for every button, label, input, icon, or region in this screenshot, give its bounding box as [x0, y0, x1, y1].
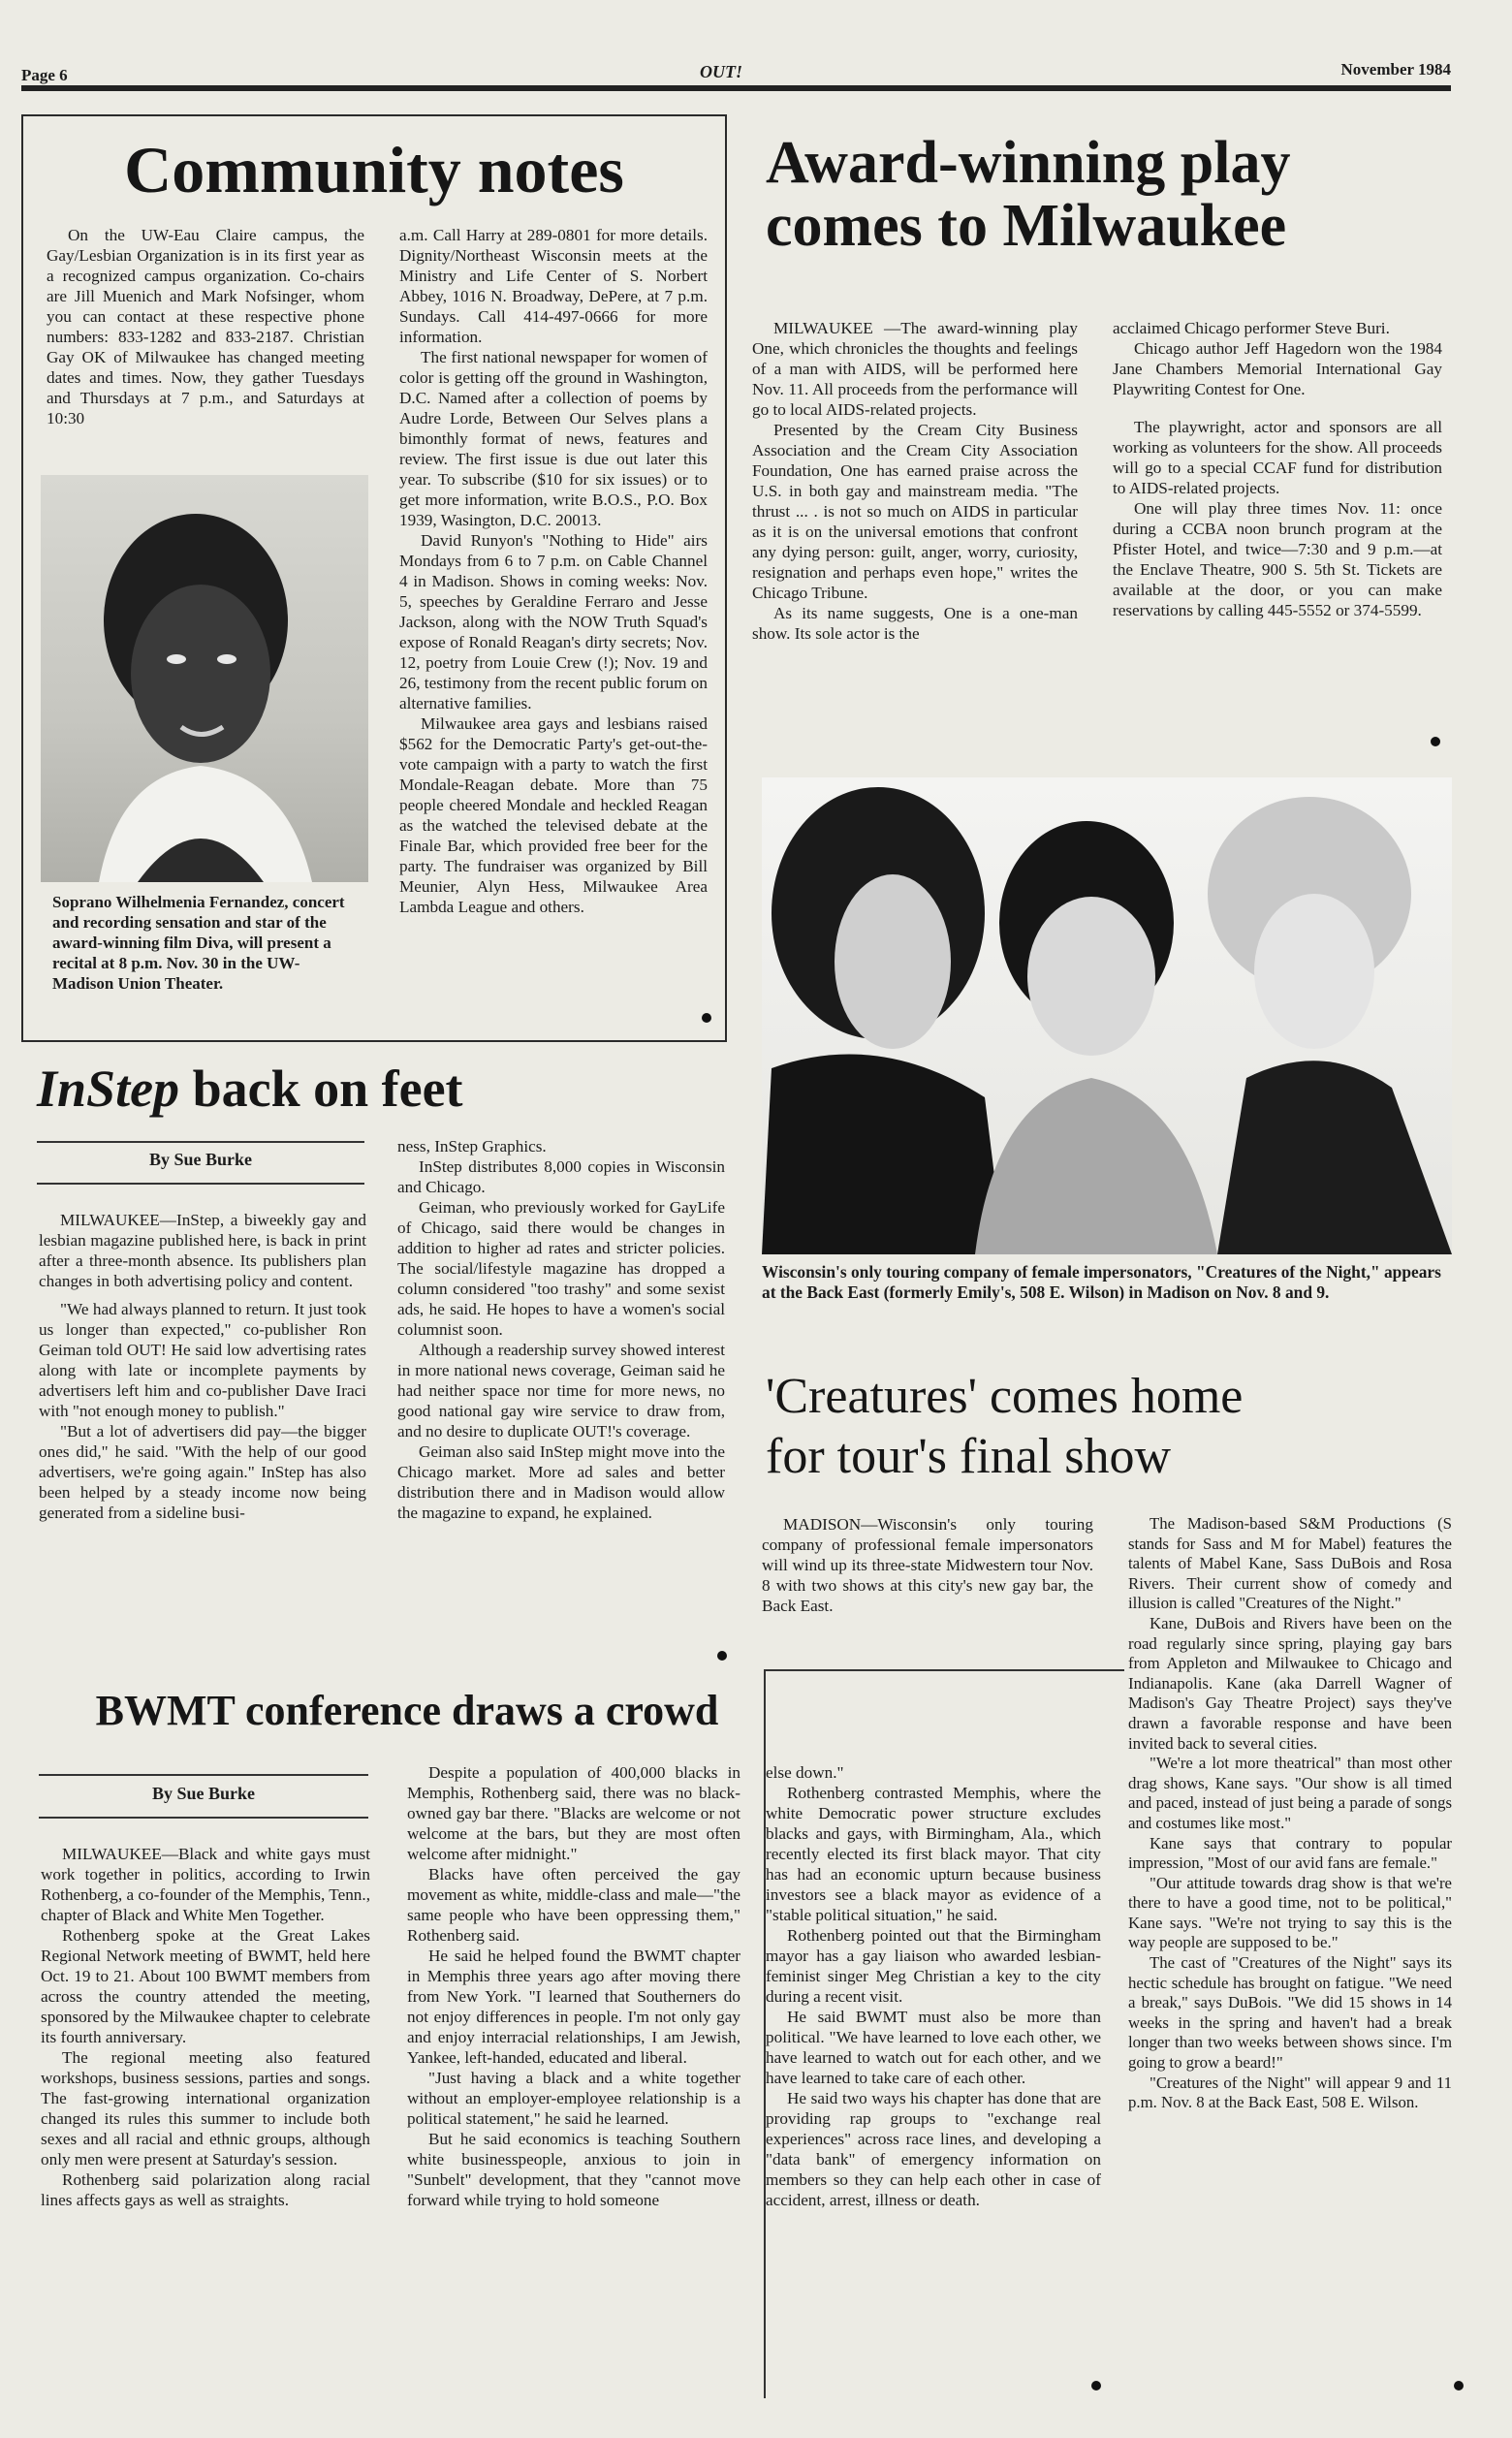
instep-col1-p1: MILWAUKEE—InStep, a biweekly gay and lesbian magazine published here, is back in print after a three-month absence. Its publishers plan changes in both advertising policy and content.: [39, 1211, 366, 1290]
creatures-title-line1: 'Creatures' comes home: [766, 1369, 1244, 1424]
award-col2-p2: Chicago author Jeff Hagedorn won the 1984 Jane Chambers Memorial International Gay Playwriting Contest for One.: [1113, 339, 1442, 398]
impersonators-portrait-icon: [762, 777, 1452, 1254]
community-col2-p3: David Runyon's "Nothing to Hide" airs Mondays from 6 to 7 p.m. on Cable Channel 4 in Madison. Shows in coming weeks: Nov. 5, speeches by Geraldine Ferraro and Jesse Jackson, along with the NOW Truth Squad's expose of Ronald Reagan's dirty secrets; Nov. 12, poetry from Louie Crew (!); Nov. 19 and 26, testimony from the recent public forum on alternative families.: [399, 531, 708, 712]
award-col2-p1: acclaimed Chicago performer Steve Buri.: [1113, 319, 1390, 337]
creatures-col2-p5: "Our attitude towards drag show is that we're there to have a good time, not to be political," Kane says. "We're not trying to say this is the way people are supposed to be.": [1128, 1873, 1452, 1952]
bwmt-col3-p3: Rothenberg pointed out that the Birmingham mayor has a gay liaison who awarded lesbian-feminist singer Meg Christian a key to the city during a recent visit.: [766, 1926, 1101, 2006]
instep-col1: [39, 1210, 366, 1523]
instep-byline-rule-top: [37, 1141, 364, 1143]
bwmt-col2: [407, 1762, 740, 2210]
bwmt-byline: By Sue Burke: [151, 1784, 256, 1803]
award-col1-p2: Presented by the Cream City Business Association and the Cream City Association Foundation, One has earned praise across the U.S. in both gay and mainstream media. "The thrust ... . is not so much on AIDS in particular as it is on the universal emotions that confront any dying person: guilt, anger, worry, curiosity, resignation and perhaps even hope," writes the Chicago Tribune.: [752, 421, 1078, 602]
creatures-photo: [762, 777, 1452, 1254]
award-col2: [1113, 318, 1442, 620]
instep-col2-p3: Geiman, who previously worked for GayLife of Chicago, said there would be changes in addition to higher ad rates and stricter policies. The social/lifestyle magazine has dropped a column considered "too trashy" and some sexist ads, he said. He hopes to have a women's social columnist soon.: [397, 1198, 725, 1339]
award-col1-p1: MILWAUKEE —The award-winning play One, which chronicles the thoughts and feelings of a man with AIDS, will be performed here Nov. 11. All proceeds from the performance will go to local AIDS-related projects.: [752, 319, 1078, 419]
creatures-col2-p4: Kane says that contrary to popular impression, "Most of our avid fans are female.": [1128, 1833, 1452, 1873]
instep-col2-p1: ness, InStep Graphics.: [397, 1137, 547, 1156]
end-bullet: [1091, 2381, 1101, 2391]
instep-col2-p5: Geiman also said InStep might move into the Chicago market. More ad sales and better distribution there and in Madison would allow the magazine to expand, he explained.: [397, 1442, 725, 1522]
end-bullet: [717, 1651, 727, 1661]
creatures-col1-p1: MADISON—Wisconsin's only touring company of professional female impersonators will wind up its three-state Midwestern tour Nov. 8 with two shows at this city's new gay bar, the Back East.: [762, 1515, 1093, 1615]
creatures-col2: [1128, 1514, 1452, 2113]
creatures-col2-p2: Kane, DuBois and Rivers have been on the road regularly since spring, playing gay bars from Appleton and Milwaukee to Chicago and Indianapolis. Kane (aka Darrell Wagner of Madison's Gay Theatre Project) says they've drawn a favorable response and have been invited back to several cities.: [1128, 1613, 1452, 1753]
bwmt-col3-p1: else down.": [766, 1763, 844, 1782]
instep-col2-p4: Although a readership survey showed interest in more national news coverage, Geiman said he had neither space nor time for more news, no good national gay wire service to draw from, and no desire to duplicate OUT!'s coverage.: [397, 1341, 725, 1441]
instep-title: [37, 1061, 715, 1117]
bwmt-byline-rule-bottom: [39, 1817, 368, 1819]
award-col2-p4: One will play three times Nov. 11: once during a CCBA noon brunch program at the Pfister Hotel, and twice—7:30 and 9 p.m.—at the Enclave Theatre, 900 S. 5th St. Tickets are available at the door, or you can make reservations by calling 445-5552 or 374-5599.: [1113, 499, 1442, 619]
creatures-col2-p6: The cast of "Creatures of the Night" says its hectic schedule has brought on fatigue. "We need a break," says DuBois. "We did 15 shows in 14 weeks in the spring and haven't had a break longer than two weeks between shows since. I'm going to grow a beard!": [1128, 1953, 1452, 2073]
bwmt-col2-p5: But he said economics is teaching Southern white businesspeople, anxious to join in "Sunbelt" development, that they "cannot move forward while trying to hold someone: [407, 2130, 740, 2209]
community-col2-p4: Milwaukee area gays and lesbians raised $562 for the Democratic Party's get-out-the-vote campaign with a party to watch the first Mondale-Reagan debate. More than 75 people cheered Mondale and heckled Reagan as the watched the televised debate at the Finale Bar, which provided free beer for the party. The fundraiser was organized by Bill Meunier, Alyn Hess, Milwaukee Area Lambda League and others.: [399, 714, 708, 916]
award-col1: [752, 318, 1078, 644]
soprano-photo: [41, 475, 368, 882]
instep-title-italic: InStep: [37, 1060, 180, 1118]
bwmt-col1: [41, 1844, 370, 2210]
award-col2-p3: The playwright, actor and sponsors are all working as volunteers for the show. All proceeds will go to a special CCAF fund for distribution to AIDS-related projects.: [1113, 418, 1442, 497]
bwmt-col2-p4: "Just having a black and a white together without an employer-employee relationship is a political statement," he said he learned.: [407, 2069, 740, 2128]
bwmt-col3-p4: He said BWMT must also be more than political. "We have learned to love each other, we have learned to watch out for each other, and we have learned to take care of each other.: [766, 2008, 1101, 2087]
creatures-title: [766, 1367, 1449, 1488]
award-title: [766, 132, 1444, 258]
creatures-title-line2: for tour's final show: [766, 1429, 1172, 1485]
publication-name: OUT!: [700, 62, 742, 81]
soprano-caption: Soprano Wilhelmenia Fernandez, concert and recording sensation and star of the award-winning film Diva, will present a recital at 8 p.m. Nov. 30 in the UW-Madison Union Theater.: [52, 893, 345, 993]
page-number: Page 6: [21, 66, 68, 84]
instep-byline: By Sue Burke: [148, 1150, 253, 1169]
instep-byline-rule-bottom: [37, 1183, 364, 1185]
creatures-col1: [762, 1514, 1093, 1616]
bwmt-col3-p2: Rothenberg contrasted Memphis, where the white Democratic power structure excludes blacks and gays, with Birmingham, Ala., which recently elected its first black mayor. That city has had an economic upturn because business investors see a black mayor as evidence of a "stable political situation," he said.: [766, 1784, 1101, 1924]
bwmt-col1-p4: Rothenberg said polarization along racial lines affects gays as well as straights.: [41, 2170, 370, 2209]
award-col1-p3: As its name suggests, One is a one-man show. Its sole actor is the: [752, 604, 1078, 643]
bwmt-col1-p1: MILWAUKEE—Black and white gays must work together in politics, according to Irwin Rothenberg, a co-founder of the Memphis, Tenn., chapter of Black and White Men Together.: [41, 1845, 370, 1924]
bwmt-col3-p5: He said two ways his chapter has done that are providing rap groups to "exchange real experiences" across race lines, and developing a "data bank" of emergency information on members so they can help each other in case of accident, arrest, illness or death.: [766, 2089, 1101, 2209]
bwmt-col2-p3: He said he helped found the BWMT chapter in Memphis three years ago after moving there from New York. "I learned that Southerners do not enjoy differences in people. I'm not only gay and enjoy interracial relationships, I am Jewish, Yankee, left-handed, educated and liberal.: [407, 1947, 740, 2067]
creatures-col2-p1: The Madison-based S&M Productions (S stands for Sass and M for Mabel) features the talents of Mabel Kane, Sass DuBois and Rosa Rivers. Their current show of comedy and illusion is called "Creatures of the Night.": [1128, 1514, 1452, 1613]
community-col2-p2: The first national newspaper for women of color is getting off the ground in Washington, D.C. Named after a collection of poems by Audre Lorde, Between Our Selves plans a bimonthly format of news, features and review. The first issue is due out later this year. To subscribe ($10 for six issues) or to get more information, write B.O.S., P.O. Box 1939, Wasington, D.C. 20013.: [399, 348, 708, 529]
end-bullet: [702, 1013, 711, 1023]
bwmt-col1-p2: Rothenberg spoke at the Great Lakes Regional Network meeting of BWMT, held here Oct. 19 to 21. About 100 BWMT members from across the country attended the meeting, sponsored by the Milwaukee chapter to celebrate its fourth anniversary.: [41, 1926, 370, 2046]
creatures-box-rule-top: [764, 1669, 1124, 1671]
creatures-col2-p7: "Creatures of the Night" will appear 9 and 11 p.m. Nov. 8 at the Back East, 508 E. Wilson.: [1128, 2073, 1452, 2112]
end-bullet: [1454, 2381, 1464, 2391]
bwmt-col2-p1: Despite a population of 400,000 blacks in Memphis, Rothenberg said, there was no black-owned gay bar there. "Blacks are welcome or not welcome at the bars, but they are most often welcome after midnight.": [407, 1763, 740, 1863]
soprano-portrait-icon: [41, 475, 368, 882]
masthead-rule: [21, 85, 1451, 91]
creatures-col2-p3: "We're a lot more theatrical" than most other drag shows, Kane says. "Our show is all timed and paced, instead of just being a parade of songs and costumes like most.": [1128, 1754, 1452, 1832]
award-title-line2: comes to Milwaukee: [766, 193, 1287, 260]
community-notes-title: Community notes: [124, 133, 624, 206]
community-col2: [399, 225, 708, 917]
bwmt-byline-rule-top: [39, 1774, 368, 1776]
bwmt-title: BWMT conference draws a crowd: [95, 1687, 719, 1734]
bwmt-col1-p3: The regional meeting also featured workshops, business sessions, parties and songs. The fast-growing international organization changed its rules this summer to include both sexes and all racial and ethnic groups, although only men were present at Saturday's session.: [41, 2048, 370, 2169]
instep-col1-p2: "We had always planned to return. It just took us longer than expected," co-publisher Ron Geiman told OUT! He said low advertising rates along with late or incomplete payments by advertisers left him and co-publisher Dave Iraci with "not enough money to publish.": [39, 1300, 366, 1420]
instep-title-rest: back on feet: [179, 1060, 463, 1118]
award-title-line1: Award-winning play: [766, 130, 1291, 196]
creatures-photo-caption: Wisconsin's only touring company of female impersonators, "Creatures of the Night," appears at the Back East (formerly Emily's, 508 E. Wilson) in Madison on Nov. 8 and 9.: [762, 1262, 1441, 1302]
instep-col2: [397, 1136, 725, 1523]
community-col2-p1: a.m. Call Harry at 289-0801 for more details. Dignity/Northeast Wisconsin meets at the Ministry and Life Center of S. Norbert Abbey, 1016 N. Broadway, DePere, at 7 p.m. Sundays. Call 414-497-0666 for more information.: [399, 226, 708, 346]
instep-col1-p3: "But a lot of advertisers did pay—the bigger ones did," he said. "With the help of our good advertisers, we're going again." InStep has also been helped by a steady income now being generated from a sideline busi-: [39, 1422, 366, 1522]
bwmt-col2-p2: Blacks have often perceived the gay movement as white, middle-class and male—"the same people who have been oppressing them," Rothenberg said.: [407, 1865, 740, 1945]
issue-date: November 1984: [1340, 60, 1451, 79]
community-col1: [47, 225, 364, 428]
community-col1-p1: On the UW-Eau Claire campus, the Gay/Lesbian Organization is in its first year as a recognized campus organization. Co-chairs are Jill Muenich and Mark Nofsinger, whom you can contact at these respective phone numbers: 833-1282 and 833-2187. Christian Gay OK of Milwaukee has changed meeting dates and times. Now, they gather Tuesdays and Thursdays at 7 p.m., and Saturdays at 10:30: [47, 226, 364, 427]
bwmt-col3: [766, 1762, 1101, 2210]
instep-col2-p2: InStep distributes 8,000 copies in Wisconsin and Chicago.: [397, 1157, 725, 1196]
end-bullet: [1431, 737, 1440, 746]
